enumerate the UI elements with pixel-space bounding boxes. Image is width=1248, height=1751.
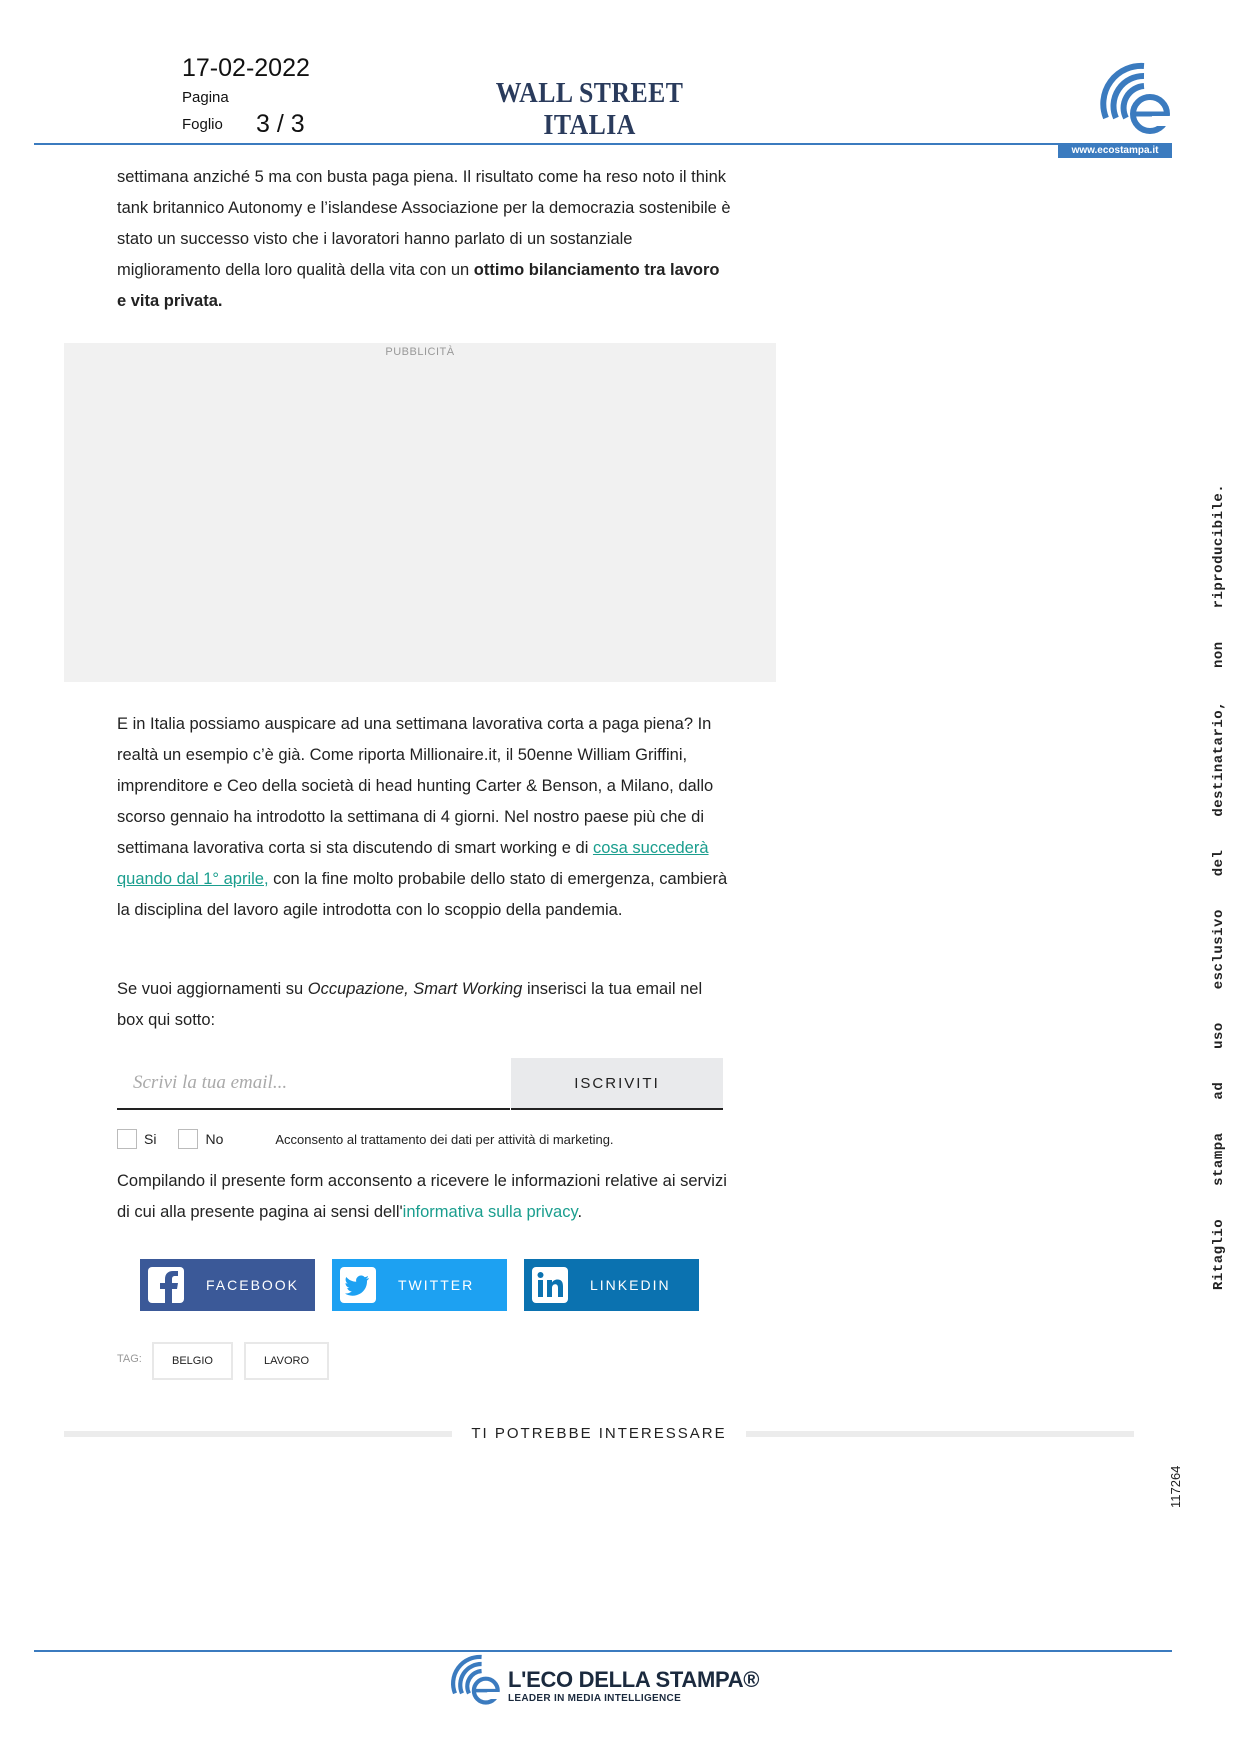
consent-text: Acconsento al trattamento dei dati per attività di marketing. (275, 1131, 614, 1147)
share-facebook-button[interactable] (140, 1259, 315, 1311)
email-input[interactable] (117, 1058, 510, 1110)
consent-row (117, 1128, 614, 1150)
share-twitter-button[interactable] (332, 1259, 507, 1311)
privacy-notice: Compilando il presente form acconsento a ricevere le informazioni relative ai servizi di cui alla presente pagina ai sensi dell'informativa sulla privacy. (117, 1172, 727, 1221)
pagina-label: Pagina (182, 89, 229, 106)
related-divider-right (746, 1431, 1134, 1437)
topic-names: Occupazione, Smart Working (307, 980, 523, 998)
linkedin-icon (532, 1267, 568, 1303)
privacy-link[interactable]: informativa sulla privacy (402, 1203, 578, 1221)
ad-placeholder (64, 343, 776, 682)
tag-lavoro[interactable]: LAVORO (244, 1342, 329, 1380)
eco-logo-icon (1100, 56, 1172, 136)
newsletter-intro: Se vuoi aggiornamenti su Occupazione, Smart Working inserisci la tua email nel box qui sotto: (117, 980, 703, 1029)
eco-logo-icon (448, 1650, 504, 1706)
consent-yes-checkbox[interactable] (117, 1129, 137, 1149)
bold-highlight: ottimo bilanciamento tra lavoro e vita privata. (117, 261, 720, 310)
header-divider (34, 143, 1172, 145)
document-date: 17-02-2022 (182, 54, 310, 82)
footer-divider (34, 1650, 1172, 1652)
subscribe-button[interactable]: ISCRIVITI (511, 1058, 723, 1110)
related-divider-left (64, 1431, 452, 1437)
ecostampa-url: www.ecostampa.it (1058, 144, 1172, 158)
foglio-value: 3 / 3 (256, 110, 305, 138)
article-paragraph-2: E in Italia possiamo auspicare ad una settimana lavorativa corta a paga piena? In realtà un esempio c’è già. Come riporta Millionaire.it, il 50enne William Griffini, imprenditore e Ceo della società di head hunting Carter & Benson, a Milano, dallo scorso gennaio ha introdotto la settimana di 4 giorni. Nel nostro paese più che di settimana lavorativa corta si sta discutendo di smart working e di cosa succederà quando dal 1° aprile, con la fine molto probabile dello stato di emergenza, cambierà la disciplina del lavoro agile introdotta con lo scoppio della pandemia. (117, 715, 728, 919)
consent-no-label: No (205, 1131, 224, 1147)
footer-brand: L'ECO DELLA STAMPA® (508, 1667, 760, 1692)
share-linkedin-button[interactable] (524, 1259, 699, 1311)
facebook-label: FACEBOOK (206, 1277, 300, 1293)
article-paragraph-1: settimana anziché 5 ma con busta paga piena. Il risultato come ha reso noto il think tank britannico Autonomy e l’islandese Associazione per la democrazia sostenibile è stato un successo visto che i lavoratori hanno parlato di un sostanziale miglioramento della loro qualità della vita con un ottimo bilanciamento tra lavoro e vita privata. (117, 168, 731, 310)
consent-no-checkbox[interactable] (178, 1129, 198, 1149)
clipping-code: 117264 (1168, 1465, 1183, 1508)
twitter-label: TWITTER (398, 1277, 475, 1293)
facebook-icon (148, 1267, 184, 1303)
twitter-icon (340, 1267, 376, 1303)
copyright-notice: Ritaglio stampa ad uso esclusivo del destinatario, non riproducibile. (1211, 483, 1227, 1290)
tag-belgio[interactable]: BELGIO (152, 1342, 233, 1380)
ad-label: PUBBLICITÀ (385, 346, 455, 358)
consent-yes-label: Si (144, 1131, 157, 1147)
tag-label: TAG: (117, 1353, 142, 1365)
article-link[interactable]: cosa succederà quando dal 1° aprile, (117, 839, 709, 888)
footer-tagline: LEADER IN MEDIA INTELLIGENCE (508, 1693, 682, 1704)
linkedin-label: LINKEDIN (590, 1277, 671, 1293)
foglio-label: Foglio (182, 116, 223, 133)
related-title: TI POTREBBE INTERESSARE (471, 1425, 727, 1442)
masthead-title: WALL STREET ITALIA (495, 78, 684, 141)
